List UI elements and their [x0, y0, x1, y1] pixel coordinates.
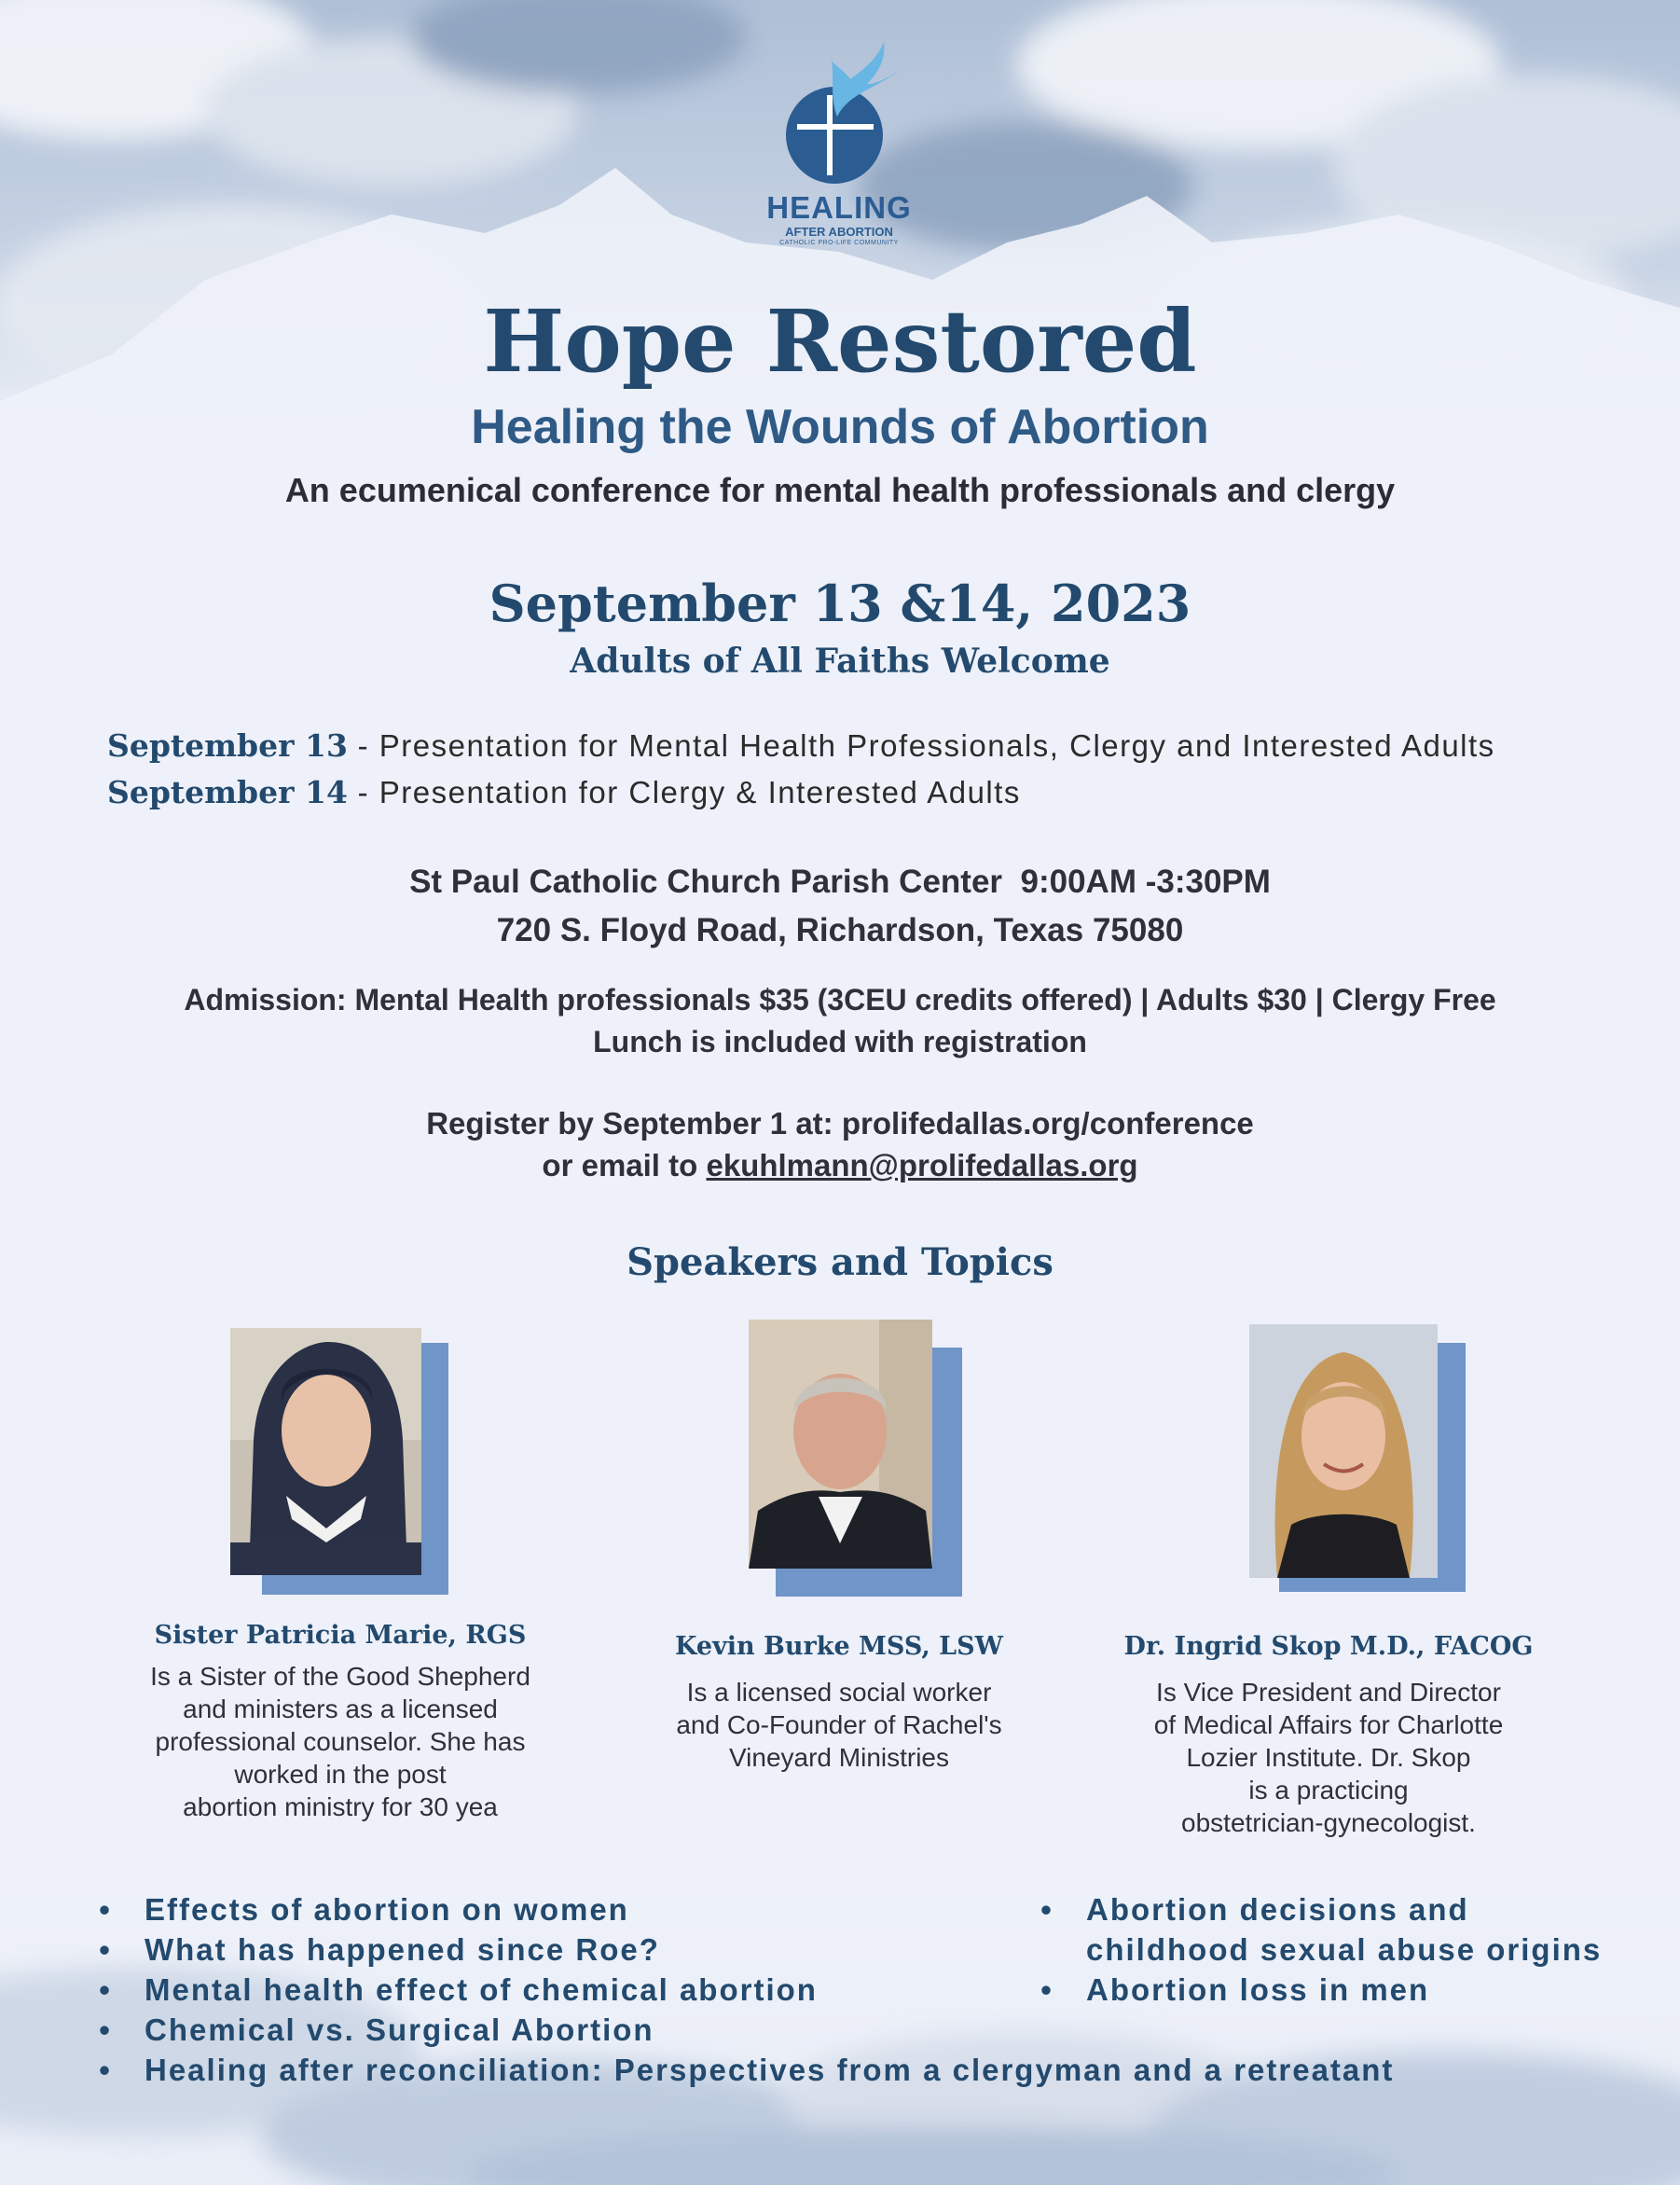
topic-text: Mental health effect of chemical abortion	[145, 1972, 818, 2007]
speaker-bio	[615, 1676, 1063, 1774]
schedule-date: September 14	[107, 774, 348, 810]
tagline: An ecumenical conference for mental health professionals and clergy	[284, 471, 1396, 509]
page-subtitle: Healing the Wounds of Abortion	[471, 400, 1209, 454]
speaker-bio-line: Lozier Institute. Dr. Skop	[1186, 1743, 1471, 1772]
topic-item	[1038, 1889, 1602, 1970]
logo-sub2-text: CATHOLIC PRO-LIFE COMMUNITY	[779, 240, 899, 246]
topic-item	[1038, 1970, 1602, 2010]
admission-block	[0, 979, 1680, 1063]
speaker-bio-line: Vineyard Ministries	[728, 1743, 950, 1772]
logo-sub-text: AFTER ABORTION	[785, 225, 893, 239]
speaker-name: Dr. Ingrid Skop M.D., FACOG	[1123, 1632, 1534, 1661]
topic-text-cont: childhood sexual abuse origins	[1086, 1932, 1603, 1967]
bullet-icon: •	[99, 2053, 112, 2087]
schedule-item	[107, 727, 1495, 764]
schedule-text: - Presentation for Mental Health Professionals, Clergy and Interested Adults	[347, 728, 1495, 763]
topic-item	[96, 2010, 1394, 2050]
speaker-bio	[1095, 1676, 1562, 1839]
register-line-1: Register by September 1 at: prolifedallas.org/conference	[426, 1106, 1254, 1141]
speaker-photo-ingrid-skop	[1249, 1324, 1438, 1578]
register-line-2	[0, 1144, 1680, 1186]
topic-text: Healing after reconciliation: Perspectives from a clergyman and a retreatant	[145, 2053, 1395, 2087]
bullet-icon: •	[99, 1932, 112, 1967]
speaker-bio-line: Is a Sister of the Good Shepherd	[150, 1662, 530, 1691]
logo-wordmark	[718, 191, 960, 248]
topic-text: What has happened since Roe?	[145, 1932, 660, 1967]
speaker-name: Kevin Burke MSS, LSW	[675, 1632, 1003, 1661]
venue-line-2: 720 S. Floyd Road, Richardson, Texas 75080	[496, 912, 1184, 948]
topic-text: Abortion loss in men	[1086, 1972, 1430, 2007]
admission-line-1: Admission: Mental Health professionals $35 (3CEU credits offered) | Adults $30 | Clergy Free	[184, 983, 1496, 1016]
venue-line-1: St Paul Catholic Church Parish Center 9:00AM -3:30PM	[409, 864, 1271, 900]
bullet-icon: •	[99, 1972, 112, 2007]
speaker-photo-sister-patricia	[230, 1328, 421, 1575]
speaker-bio-line: and Co-Founder of Rachel's	[676, 1710, 1002, 1739]
page-title: Hope Restored	[483, 291, 1197, 392]
topic-item	[96, 2050, 1394, 2090]
bullet-icon: •	[1040, 1892, 1053, 1927]
welcome-line: Adults of All Faiths Welcome	[570, 642, 1110, 681]
speaker-photo-frame	[1249, 1324, 1466, 1592]
topic-text: Abortion decisions and	[1086, 1892, 1469, 1927]
admission-line-2: Lunch is included with registration	[593, 1025, 1087, 1058]
speaker-bio-line: and ministers as a licensed	[183, 1694, 498, 1723]
logo-main-text: HEALING	[766, 190, 912, 225]
register-block	[0, 1102, 1680, 1186]
speaker-photo-frame	[749, 1320, 962, 1597]
topic-text: Effects of abortion on women	[145, 1892, 629, 1927]
bullet-icon: •	[99, 1892, 112, 1927]
speakers-heading: Speakers and Topics	[627, 1240, 1053, 1284]
speaker-bio-line: is a practicing	[1248, 1776, 1409, 1805]
speaker-bio	[121, 1660, 559, 1823]
topic-text: Chemical vs. Surgical Abortion	[145, 2012, 654, 2047]
speaker-bio-line: Is Vice President and Director	[1156, 1678, 1501, 1707]
event-dates: September 13 &14, 2023	[489, 574, 1191, 633]
topics-list-right	[1038, 1889, 1602, 2010]
register-email-link[interactable]: ekuhlmann@prolifedallas.org	[706, 1148, 1138, 1182]
bullet-icon: •	[99, 2012, 112, 2047]
bullet-icon: •	[1040, 1972, 1053, 2007]
speaker-photo-frame	[230, 1328, 448, 1595]
speaker-bio-line: obstetrician-gynecologist.	[1181, 1808, 1476, 1837]
speaker-bio-line: abortion ministry for 30 yea	[183, 1792, 498, 1821]
register-email-prefix: or email to	[542, 1148, 707, 1182]
speaker-bio-line: worked in the post	[234, 1760, 447, 1789]
speaker-bio-line: professional counselor. She has	[155, 1727, 526, 1756]
speaker-bio-line: of Medical Affairs for Charlotte	[1153, 1710, 1504, 1739]
speaker-bio-line: Is a licensed social worker	[686, 1678, 992, 1707]
schedule-item	[107, 774, 1021, 810]
venue-block	[0, 858, 1680, 955]
speaker-name: Sister Patricia Marie, RGS	[154, 1621, 527, 1650]
schedule-text: - Presentation for Clergy & Interested Adults	[347, 775, 1021, 809]
speaker-photo-kevin-burke	[749, 1320, 932, 1569]
schedule-date: September 13	[107, 727, 348, 764]
